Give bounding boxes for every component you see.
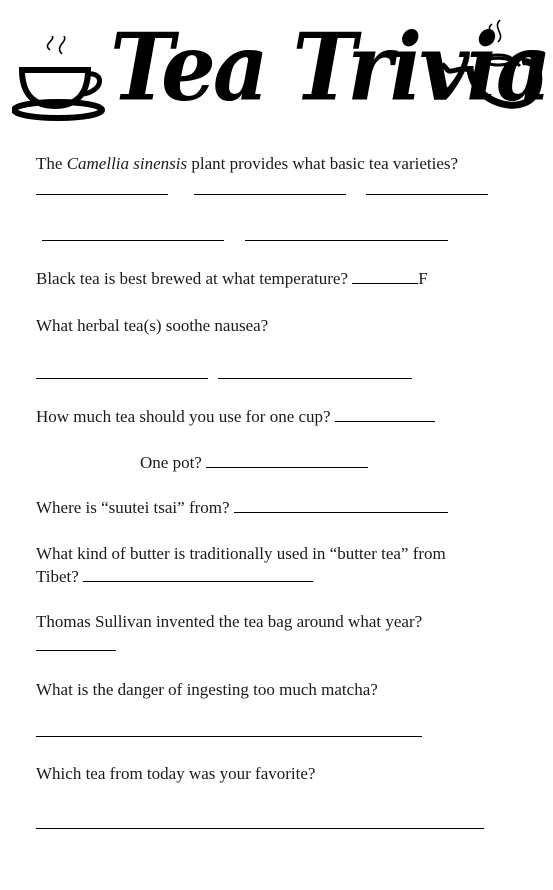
answer-blank[interactable] <box>335 406 435 422</box>
question-1-text-end: plant provides what basic tea varieties? <box>187 154 459 173</box>
question-3-text: What herbal tea(s) soothe nausea? <box>36 316 269 335</box>
answer-blank[interactable] <box>36 828 484 829</box>
question-5 <box>36 497 448 518</box>
question-2-text: Black tea is best brewed at what temperature? <box>36 269 349 288</box>
question-4-text: How much tea should you use for one cup? <box>36 407 331 426</box>
question-9 <box>36 764 315 784</box>
question-6-continued <box>36 566 313 587</box>
question-4 <box>36 406 435 427</box>
question-6-text-end: Tibet? <box>36 567 79 586</box>
answer-blank[interactable] <box>42 240 224 241</box>
header <box>0 0 553 140</box>
question-7-text: Thomas Sullivan invented the tea bag around what year? <box>36 612 423 631</box>
answer-blank[interactable] <box>366 194 488 195</box>
answer-blank[interactable] <box>206 452 368 468</box>
question-8-text: What is the danger of ingesting too much matcha? <box>36 680 378 699</box>
question-3 <box>36 316 268 336</box>
answer-blank[interactable] <box>83 566 313 582</box>
answer-blank[interactable] <box>218 378 412 379</box>
question-2 <box>36 268 428 289</box>
question-1 <box>36 154 458 174</box>
answer-blank[interactable] <box>245 240 448 241</box>
question-6-text: What kind of butter is traditionally used in “butter tea” from <box>36 544 446 563</box>
answer-blank[interactable] <box>36 736 422 737</box>
question-9-text: Which tea from today was your favorite? <box>36 764 316 783</box>
question-4b <box>140 452 368 473</box>
answer-blank[interactable] <box>352 268 418 284</box>
page-title: Tea Trivia <box>110 12 549 122</box>
answer-blank[interactable] <box>234 497 448 513</box>
question-4b-text: One pot? <box>140 453 202 472</box>
answer-blank[interactable] <box>194 194 346 195</box>
question-1-italic: Camellia sinensis <box>66 154 188 173</box>
teapot-icon <box>440 16 548 126</box>
question-6 <box>36 544 446 564</box>
teacup-icon <box>12 36 112 122</box>
answer-blank[interactable] <box>36 194 168 195</box>
question-1-text: The <box>36 154 67 173</box>
temperature-unit: F <box>418 269 428 288</box>
answer-blank[interactable] <box>36 378 208 379</box>
question-8 <box>36 680 378 700</box>
question-5-text: Where is “suutei tsai” from? <box>36 498 230 517</box>
answer-blank[interactable] <box>36 650 116 651</box>
question-7 <box>36 612 422 632</box>
